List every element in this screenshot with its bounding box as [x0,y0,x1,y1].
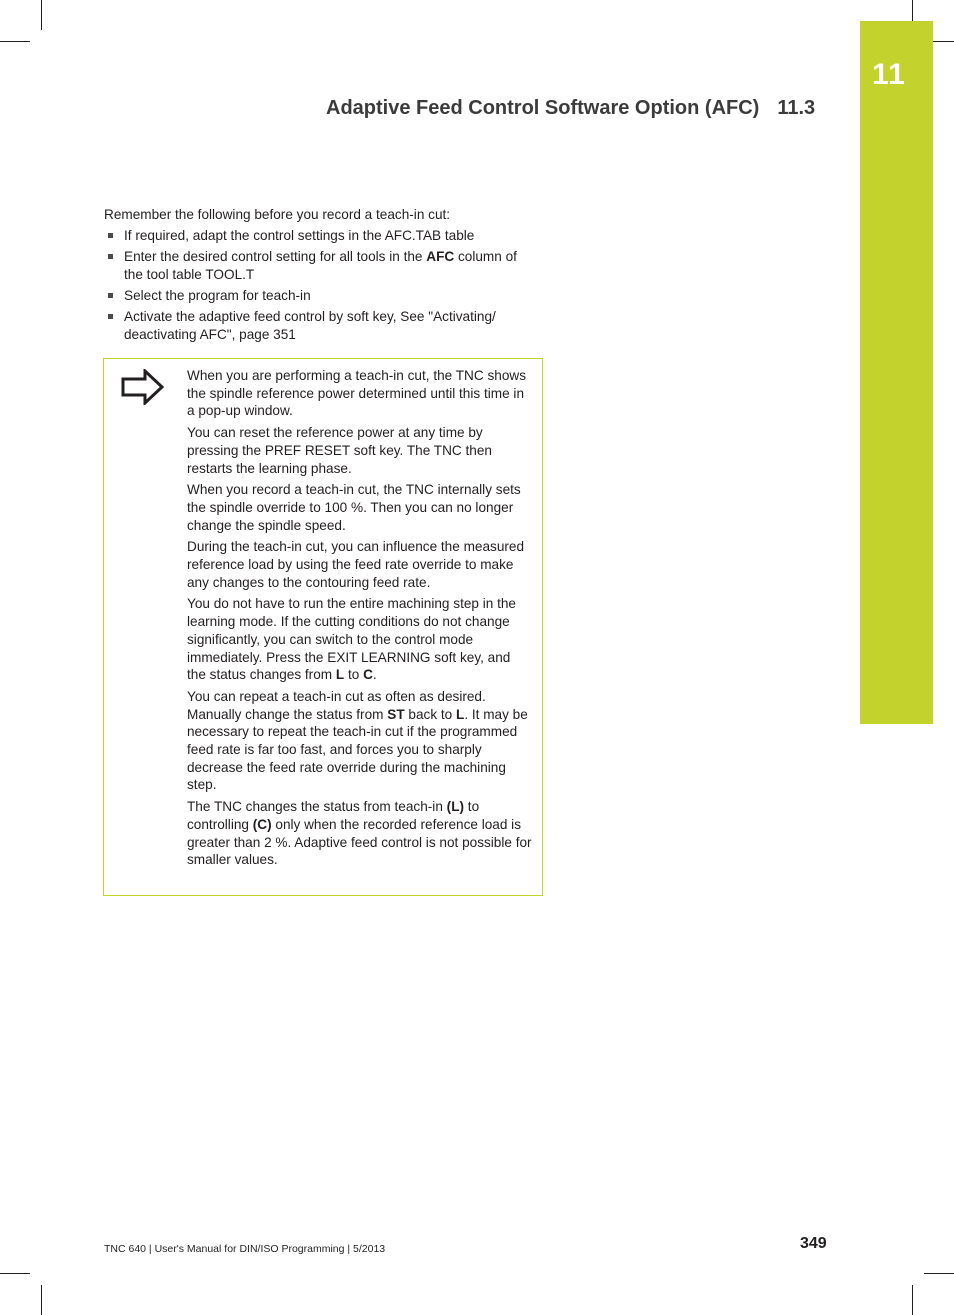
crop-mark [912,1285,913,1315]
crop-mark [41,1285,42,1315]
notice-paragraph [187,798,532,869]
list-item-text: If required, adapt the control settings in the AFC.TAB table [124,228,475,243]
notice-text-run: . It may be necessary to repeat the teach-in cut if the programmed feed rate is far too fast, and forces you to sharply decrease the feed rate override during the machining step. [187,706,528,793]
notice-paragraph [187,688,532,794]
list-item [104,248,536,284]
crop-mark [0,1273,30,1274]
cross-reference-link[interactable]: Activate the adaptive feed control by soft key, See "Activating/ deactivating AFC", page 351 [124,309,496,342]
status-code: L [335,667,345,683]
running-head-section: 11.3 [777,97,816,119]
notice-text-run: You can repeat a teach-in cut as often as desired. Manually change the status from [187,688,486,722]
bullet-square-icon [108,314,113,319]
status-code: (L) [446,799,465,815]
notice-text-run: only when the recorded reference load is greater than 2 %. Adaptive feed control is not possible for smaller values. [187,816,532,868]
notice-paragraph [187,595,532,684]
notice-paragraph: When you record a teach-in cut, the TNC internally sets the spindle override to 100 %. Then you can no longer change the spindle speed. [187,482,521,533]
crop-mark [924,1273,954,1274]
running-head-title: Adaptive Feed Control Software Option (AFC) [326,97,760,119]
status-code: C [363,667,373,683]
notice-box [103,358,543,896]
notice-text [187,367,532,873]
footer-text: TNC 640 | User's Manual for DIN/ISO Programming | 5/2013 [104,1243,386,1255]
list-item-text: column of the tool table TOOL.T [124,249,517,282]
notice-paragraph: During the teach-in cut, you can influence the measured reference load by using the feed rate override to make any changes to the contouring feed rate. [187,539,525,590]
notice-paragraph: When you are performing a teach-in cut, the TNC shows the spindle reference power determined until this time in a pop-up window. [187,368,526,419]
status-code: ST [387,706,405,722]
notice-text-run: . [372,667,377,683]
list-item-text: Select the program for teach-in [124,288,311,303]
crop-mark [41,0,42,30]
notice-text-run: back to [404,706,457,722]
list-item-text: Enter the desired control setting for all tools in the [124,249,427,264]
status-code: L [456,706,465,722]
notice-paragraph: You can reset the reference power at any time by pressing the PREF RESET soft key. The TNC then restarts the learning phase. [187,425,492,476]
list-item [104,227,536,245]
bullet-square-icon [108,233,113,238]
arrow-right-icon [121,369,165,405]
chapter-number: 11 [872,58,906,91]
status-code: (C) [252,816,272,832]
chapter-tab [860,21,933,724]
notice-text-run: to controlling [187,799,480,832]
intro-text: Remember the following before you record a teach-in cut: [104,207,451,222]
notice-text-run: The TNC changes the status from teach-in [187,799,447,815]
list-item [104,308,536,344]
bullet-list [104,227,536,347]
running-head [326,97,828,120]
bullet-square-icon [108,293,113,298]
page-number: 349 [800,1235,827,1252]
notice-text-run: to [344,667,364,683]
bullet-square-icon [108,254,113,259]
list-item [104,287,536,305]
crop-mark [0,41,30,42]
notice-text-run: You do not have to run the entire machining step in the learning mode. If the cutting conditions do not change significantly, you can switch to the control mode immediately. Press the EXIT LEARNING soft key, and the status changes from [187,596,516,683]
list-item-keyword: AFC [426,249,455,264]
